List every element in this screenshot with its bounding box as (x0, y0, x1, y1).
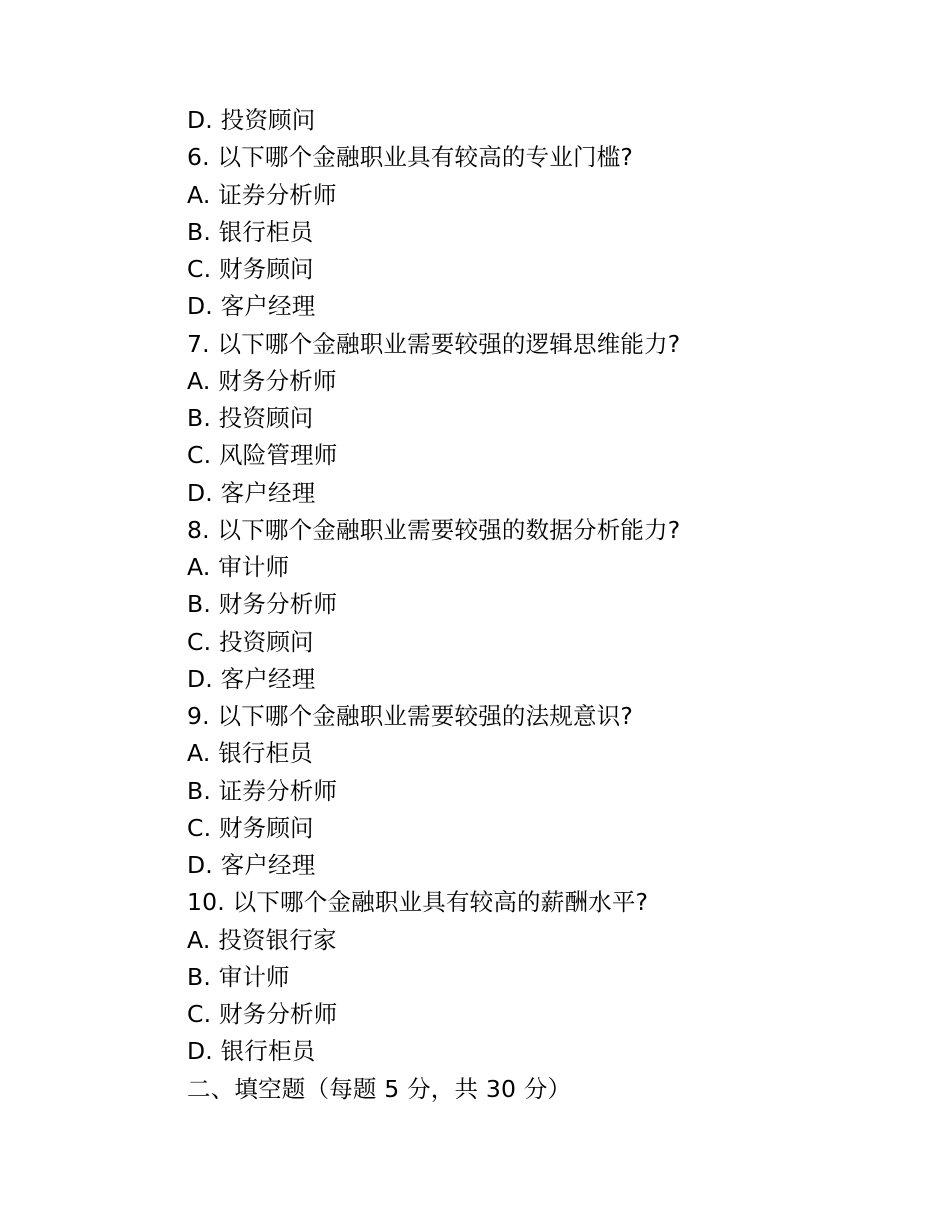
question-7: 7. 以下哪个金融职业需要较强的逻辑思维能力? (187, 329, 681, 358)
option-d-q6: D. 客户经理 (187, 292, 316, 321)
option-a-q9: A. 银行柜员 (187, 739, 314, 768)
option-c-q10: C. 财务分析师 (187, 1000, 338, 1028)
option-b-q9: B. 证券分析师 (187, 776, 338, 805)
document-body (187, 102, 887, 1108)
option-a-q8: A. 审计师 (187, 553, 290, 581)
option-d-q5: D. 投资顾问 (187, 106, 316, 134)
option-c-q6: C. 财务顾问 (187, 255, 314, 283)
option-d-q9: D. 客户经理 (187, 851, 316, 879)
option-a-q10: A. 投资银行家 (187, 925, 337, 954)
section-heading-fill-in: 二、填空题（每题 5 分，共 30 分） (187, 1074, 572, 1103)
option-c-q8: C. 投资顾问 (187, 627, 314, 656)
option-d-q8: D. 客户经理 (187, 664, 316, 693)
question-6: 6. 以下哪个金融职业具有较高的专业门槛? (187, 143, 634, 172)
option-b-q6: B. 银行柜员 (187, 217, 314, 246)
question-8: 8. 以下哪个金融职业需要较强的数据分析能力? (187, 515, 681, 544)
option-b-q10: B. 审计师 (187, 962, 290, 991)
option-d-q7: D. 客户经理 (187, 478, 316, 507)
option-a-q7: A. 财务分析师 (187, 366, 337, 395)
option-b-q7: B. 投资顾问 (187, 404, 314, 432)
option-a-q6: A. 证券分析师 (187, 180, 337, 209)
question-9: 9. 以下哪个金融职业需要较强的法规意识? (187, 702, 634, 730)
question-10: 10. 以下哪个金融职业具有较高的薪酬水平? (187, 888, 649, 917)
option-d-q10: D. 银行柜员 (187, 1037, 316, 1066)
option-c-q9: C. 财务顾问 (187, 813, 314, 842)
option-c-q7: C. 风险管理师 (187, 441, 338, 470)
option-b-q8: B. 财务分析师 (187, 590, 338, 619)
